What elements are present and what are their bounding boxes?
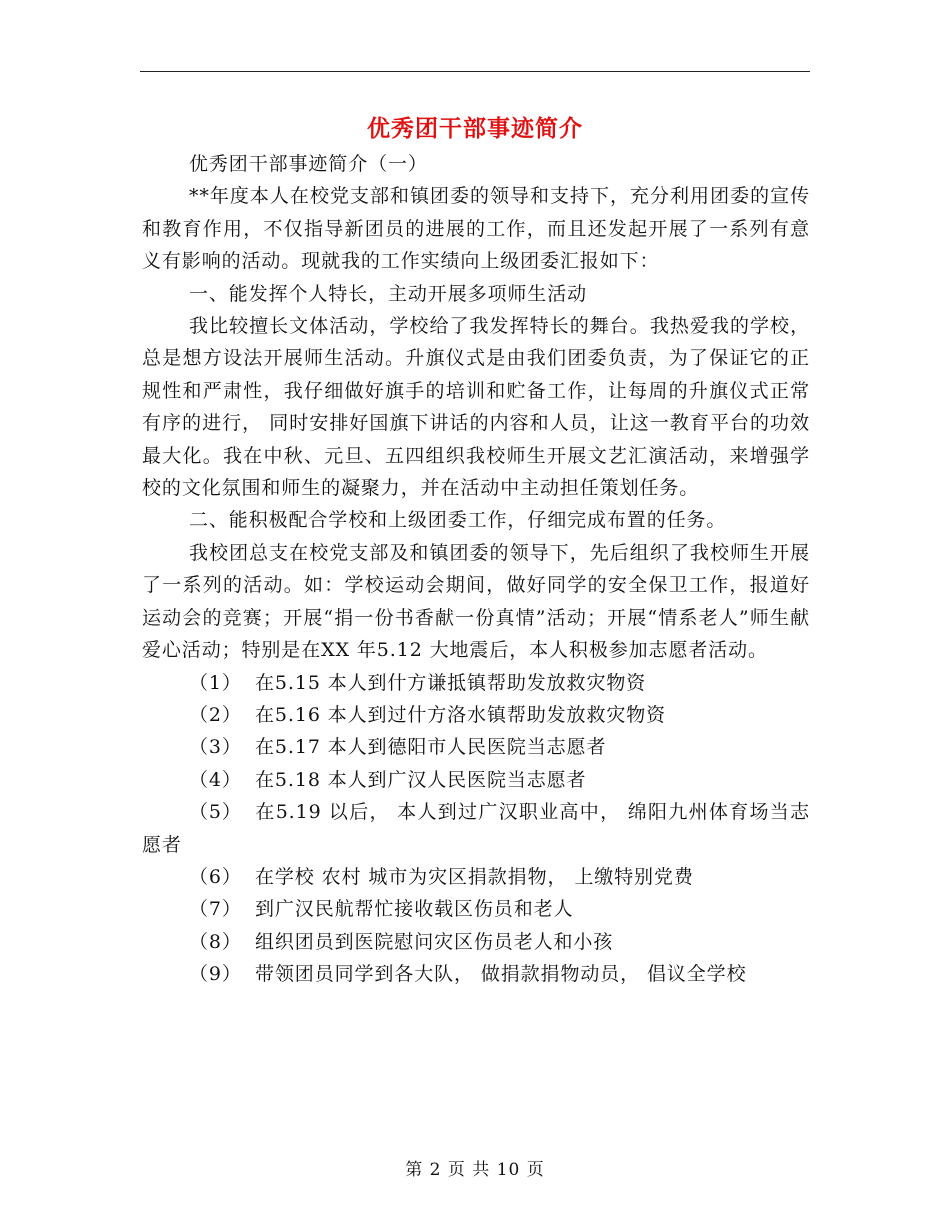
document-title: 优秀团干部事迹简介: [367, 115, 583, 142]
list-item-number: （8）: [189, 930, 242, 953]
list-item: [142, 667, 810, 699]
list-item: [142, 699, 810, 731]
list-item-number: （4）: [189, 768, 242, 791]
list-item-text: 在5.16 本人到过什方洛水镇帮助发放救灾物资: [255, 703, 667, 726]
list-item: [142, 958, 810, 990]
list-item-text: 在5.17 本人到德阳市人民医院当志愿者: [255, 736, 607, 759]
list-item-number: （3）: [189, 736, 242, 759]
list-item-number: （5）: [189, 801, 242, 824]
point2-heading: 二、能积极配合学校和上级团委工作，仔细完成布置的任务。: [189, 509, 727, 532]
list-item-number: （9）: [189, 963, 242, 986]
list-item: [142, 731, 810, 763]
list-item-text: 在学校 农村 城市为灾区捐款捐物， 上缴特别党费: [255, 865, 694, 888]
list-item-number: （6）: [189, 865, 242, 888]
list-item-text: 带领团员同学到各大队， 做捐款捐物动员， 倡议全学校: [255, 963, 747, 986]
volunteer-list: [142, 667, 810, 991]
list-item-number: （7）: [189, 898, 242, 921]
list-item-number: （1）: [189, 671, 242, 694]
list-item-text: 在5.15 本人到什方谦抵镇帮助发放救灾物资: [255, 671, 647, 694]
section-heading: 优秀团干部事迹简介（一）: [189, 153, 428, 175]
list-item: [142, 893, 810, 925]
list-item-number: （2）: [189, 703, 242, 726]
point1-paragraph: 我比较擅长文体活动，学校给了我发挥特长的舞台。我热爱我的学校，总是想方设法开展师生活动。升旗仪式是由我们团委负责，为了保证它的正规性和严肃性，我仔细做好旗手的培训和贮备工作，让每周的升旗仪式正常有序的进行， 同时安排好国旗下讲话的内容和人员，让这一教育平台的功效最大化。我在中秋、元旦、五四组织我校师生开展文艺汇演活动，来增强学校的文化氛围和师生的凝聚力，并在活动中主动担任策划任务。: [142, 315, 810, 500]
intro-paragraph: **年度本人在校党支部和镇团委的领导和支持下，充分利用团委的宣传和教育作用，不仅指导新团员的进展的工作，而且还发起开展了一系列有意义有影响的活动。现就我的工作实绩向上级团委汇报如下：: [142, 185, 810, 273]
page-number-footer: 第 2 页 共 10 页: [405, 1160, 545, 1180]
list-item: [142, 796, 810, 861]
header-rule: [140, 71, 810, 72]
list-item-text: 在5.19 以后， 本人到过广汉职业高中， 绵阳九州体育场当志愿者: [142, 801, 810, 856]
list-item-text: 在5.18 本人到广汉人民医院当志愿者: [255, 768, 587, 791]
list-item-text: 组织团员到医院慰问灾区伤员老人和小孩: [255, 930, 614, 953]
point2-paragraph: 我校团总支在校党支部及和镇团委的领导下，先后组织了我校师生开展了一系列的活动。如：学校运动会期间，做好同学的安全保卫工作，报道好运动会的竞赛；开展“捐一份书香献一份真情”活动；开展“情系老人”师生献爱心活动；特别是在XX 年5.12 大地震后，本人积极参加志愿者活动。: [142, 541, 810, 662]
point1-heading: 一、能发挥个人特长，主动开展多项师生活动: [189, 282, 588, 305]
list-item-text: 到广汉民航帮忙接收载区伤员和老人: [255, 898, 574, 921]
list-item: [142, 764, 810, 796]
list-item: [142, 926, 810, 958]
list-item: [142, 861, 810, 893]
document-body: [142, 148, 810, 991]
